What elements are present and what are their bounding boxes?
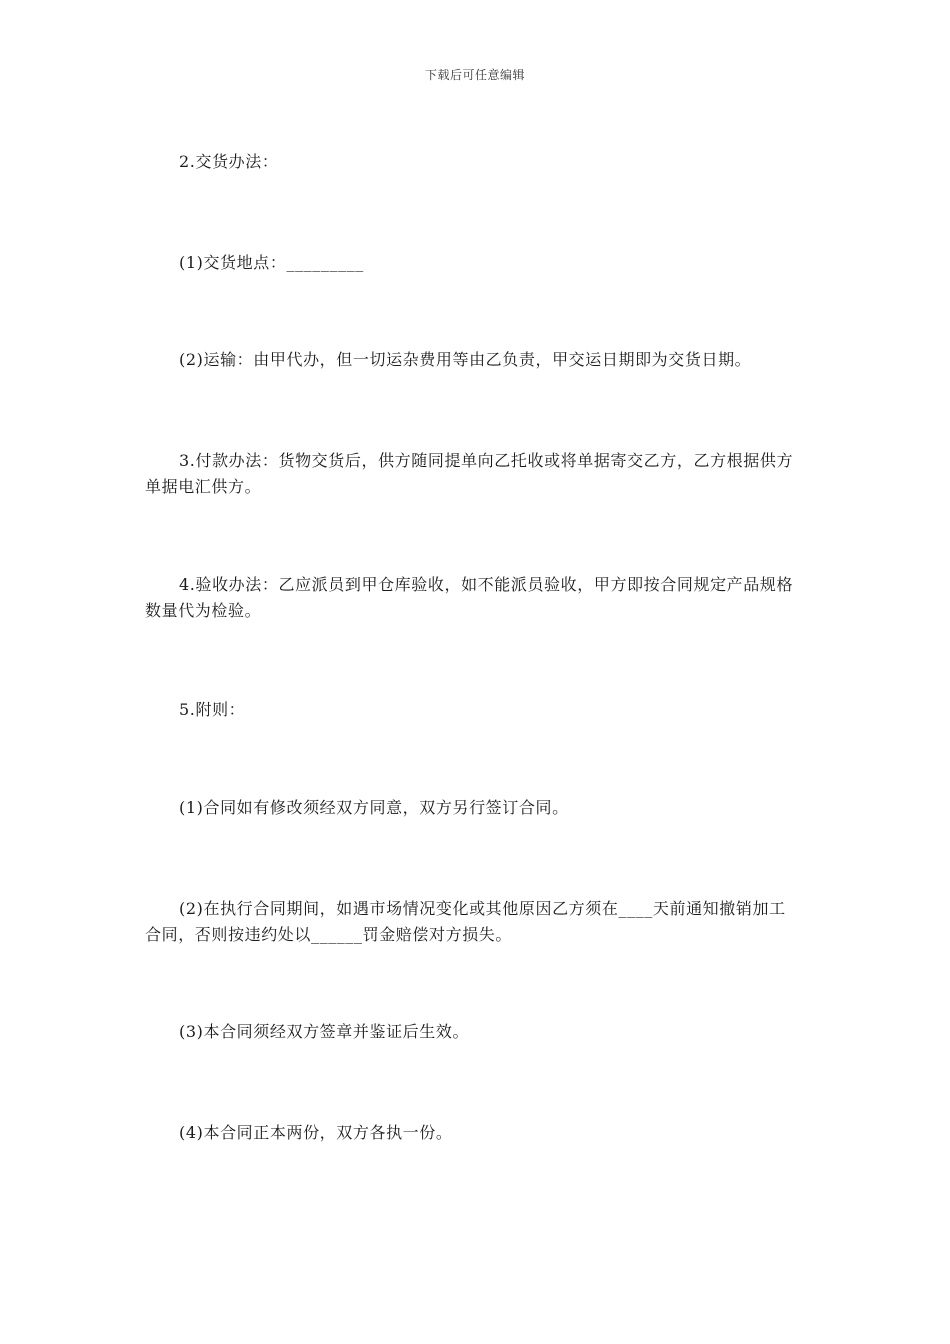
paragraph-delivery-location: (1)交货地点：_________ bbox=[179, 253, 364, 272]
paragraph-delivery-method: 2.交货办法： bbox=[179, 152, 279, 171]
paragraph-supplementary-terms: 5.附则： bbox=[179, 700, 246, 719]
paragraph-contract-effect: (3)本合同须经双方签章并鉴证后生效。 bbox=[179, 1022, 470, 1041]
paragraph-contract-copies: (4)本合同正本两份，双方各执一份。 bbox=[179, 1123, 453, 1142]
paragraph-payment-method: 3.付款办法：货物交货后，供方随同提单向乙托收或将单据寄交乙方，乙方根据供方单据电汇供方。 bbox=[145, 451, 794, 496]
paragraph-acceptance-method: 4.验收办法：乙应派员到甲仓库验收，如不能派员验收，甲方即按合同规定产品规格数量代为检验。 bbox=[145, 575, 794, 620]
paragraph-contract-cancellation: (2)在执行合同期间，如遇市场情况变化或其他原因乙方须在____天前通知撤销加工合同，否则按违约处以______罚金赔偿对方损失。 bbox=[145, 899, 786, 944]
page-header-note: 下载后可任意编辑 bbox=[424, 68, 525, 82]
paragraph-contract-modification: (1)合同如有修改须经双方同意，双方另行签订合同。 bbox=[179, 798, 569, 817]
paragraph-transport: (2)运输：由甲代办，但一切运杂费用等由乙负责，甲交运日期即为交货日期。 bbox=[179, 350, 752, 369]
